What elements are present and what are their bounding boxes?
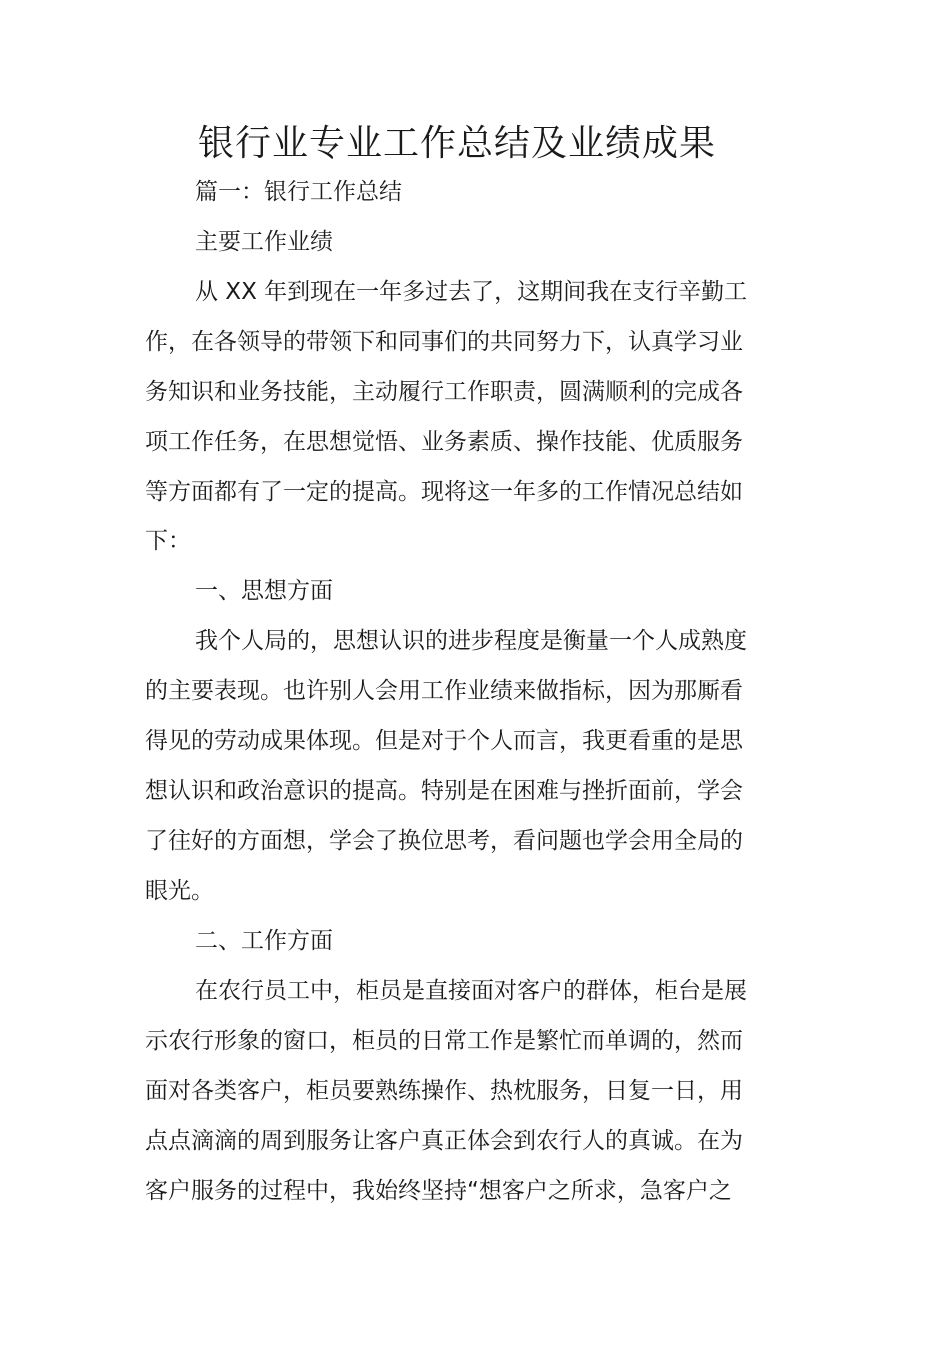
section-heading: 篇一：银行工作总结 (195, 179, 402, 205)
paragraph-line: 了往好的方面想，学会了换位思考，看问题也学会用全局的 (145, 828, 743, 854)
paragraph-line: 下： (145, 528, 191, 554)
paragraph-line: 项工作任务，在思想觉悟、业务素质、操作技能、优质服务 (145, 429, 743, 455)
paragraph-line: 等方面都有了一定的提高。现将这一年多的工作情况总结如 (145, 479, 743, 505)
paragraph-line: 点点滴滴的周到服务让客户真正体会到农行人的真诚。在为 (145, 1128, 743, 1154)
paragraph-line: 眼光。 (145, 878, 214, 904)
paragraph-line: 从 XX 年到现在一年多过去了，这期间我在支行辛勤工 (195, 279, 748, 305)
subsection-heading: 主要工作业绩 (195, 229, 333, 255)
paragraph-line: 务知识和业务技能，主动履行工作职责，圆满顺利的完成各 (145, 379, 743, 405)
paragraph-line: 的主要表现。也许别人会用工作业绩来做指标，因为那厮看 (145, 678, 743, 704)
document-title: 银行业专业工作总结及业绩成果 (197, 123, 716, 164)
paragraph-line: 作，在各领导的带领下和同事们的共同努力下，认真学习业 (145, 329, 743, 355)
paragraph-line: 在农行员工中，柜员是直接面对客户的群体，柜台是展 (195, 978, 747, 1004)
paragraph-line: 面对各类客户，柜员要熟练操作、热枕服务，日复一日，用 (145, 1078, 743, 1104)
paragraph-line: 我个人局的，思想认识的进步程度是衡量一个人成熟度 (195, 628, 747, 654)
paragraph-line: 示农行形象的窗口，柜员的日常工作是繁忙而单调的，然而 (145, 1028, 743, 1054)
paragraph-line: 想认识和政治意识的提高。特别是在困难与挫折面前，学会 (145, 778, 743, 804)
paragraph-line: 得见的劳动成果体现。但是对于个人而言，我更看重的是思 (145, 728, 743, 754)
paragraph-line: 客户服务的过程中，我始终坚持“想客户之所求，急客户之 (145, 1178, 732, 1204)
section-heading: 二、工作方面 (195, 928, 333, 954)
section-heading: 一、思想方面 (195, 578, 333, 604)
